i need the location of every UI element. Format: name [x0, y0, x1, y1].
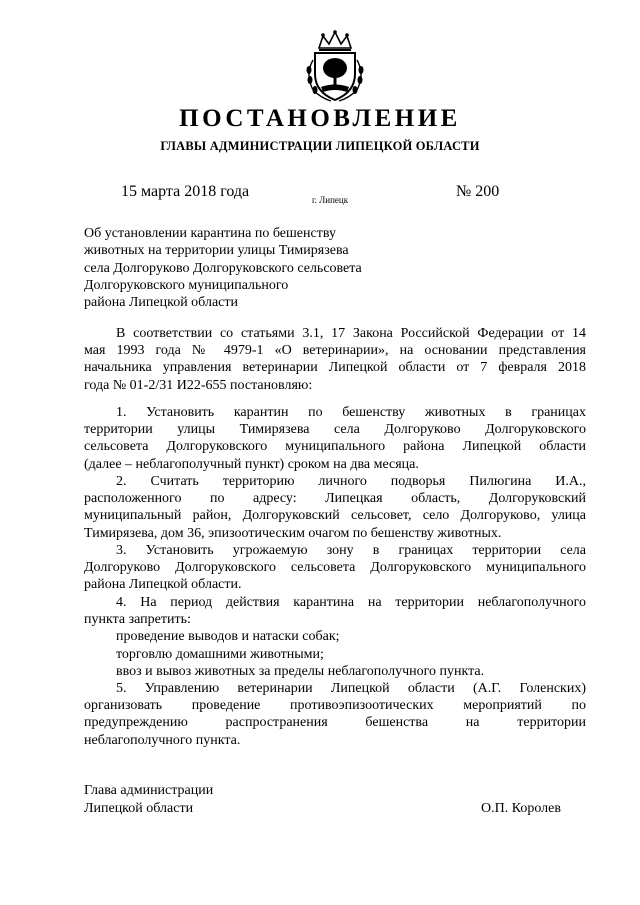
- text-line: района Липецкой области.: [84, 577, 242, 593]
- signature-name: О.П. Королев: [481, 801, 561, 816]
- text-line: (далее – неблагополучный пункт) сроком на два месяца.: [84, 456, 419, 472]
- text-line: 5. Управлению ветеринарии Липецкой области (А.Г. Голенских): [116, 681, 586, 696]
- item-4-paragraph: [84, 594, 586, 680]
- subject-line: животных на территории улицы Тимирязева: [84, 243, 349, 259]
- text-line: Тимирязева, дом 36, эпизоотическим очагом по бешенству животных.: [84, 525, 502, 541]
- text-line: сельсовета Долгоруковского муниципального района Липецкой области: [84, 439, 586, 455]
- list-item: проведение выводов и натаски собак;: [116, 629, 340, 645]
- signature-position-line: Липецкой области: [84, 801, 194, 816]
- text-line: 4. На период действия карантина на территории неблагополучного: [116, 595, 586, 610]
- subject-line: района Липецкой области: [84, 295, 238, 311]
- text-line: 1. Установить карантин по бешенству животных в границах: [116, 405, 586, 420]
- item-2-paragraph: [84, 473, 586, 542]
- subject-line: Об установлении карантина по бешенству: [84, 226, 336, 241]
- document-subtitle: ГЛАВЫ АДМИНИСТРАЦИИ ЛИПЕЦКОЙ ОБЛАСТИ: [160, 139, 480, 153]
- document-city: г. Липецк: [312, 195, 349, 205]
- text-line: В соответствии со статьями 3.1, 17 Закона Российской Федерации от 14: [116, 326, 586, 341]
- document-title: ПОСТАНОВЛЕНИЕ: [179, 105, 461, 132]
- text-line: Долгоруково Долгоруковского сельсовета Долгоруковского муниципального: [84, 560, 586, 576]
- document-date: 15 марта 2018 года: [121, 183, 250, 200]
- document-subject: [84, 225, 414, 311]
- preamble-paragraph: [84, 325, 586, 394]
- text-line: неблагополучного пункта.: [84, 732, 241, 748]
- signature-position: [84, 782, 213, 818]
- text-line: 2. Считать территорию личного подворья Пилюгина И.А.,: [116, 474, 586, 489]
- text-line: территории улицы Тимирязева села Долгоруково Долгоруковского: [84, 422, 586, 438]
- text-line: расположенного по адресу: Липецкая область, Долгоруковский: [84, 491, 586, 507]
- text-line: муниципальный район, Долгоруковский сельсовет, село Долгоруково, улица: [84, 508, 586, 524]
- subject-line: села Долгоруково Долгоруковского сельсовета: [84, 260, 362, 276]
- text-line: начальника управления ветеринарии Липецкой области от 7 февраля 2018: [84, 360, 586, 376]
- list-item: торговлю домашними животными;: [116, 646, 324, 662]
- text-line: организовать проведение противоэпизоотических мероприятий по: [84, 698, 586, 714]
- list-item: ввоз и вывоз животных за пределы неблагополучного пункта.: [116, 663, 485, 679]
- lipetsk-coat-of-arms-icon: [301, 30, 369, 102]
- text-line: года № 01-2/31 И22-655 постановляю:: [84, 377, 313, 393]
- subject-line: Долгоруковского муниципального: [84, 277, 289, 293]
- document-number: № 200: [456, 183, 500, 200]
- text-line: пункта запретить:: [84, 612, 191, 628]
- text-line: 3. Установить угрожаемую зону в границах территории села: [116, 543, 586, 558]
- signature-position-line: Глава администрации: [84, 783, 214, 798]
- text-line: мая 1993 года № 4979-1 «О ветеринарии», на основании представления: [84, 343, 586, 359]
- item-1-paragraph: [84, 404, 586, 473]
- item-3-paragraph: [84, 542, 586, 594]
- item-5-paragraph: [84, 680, 586, 749]
- text-line: предупреждению распространения бешенства на территории: [84, 715, 586, 731]
